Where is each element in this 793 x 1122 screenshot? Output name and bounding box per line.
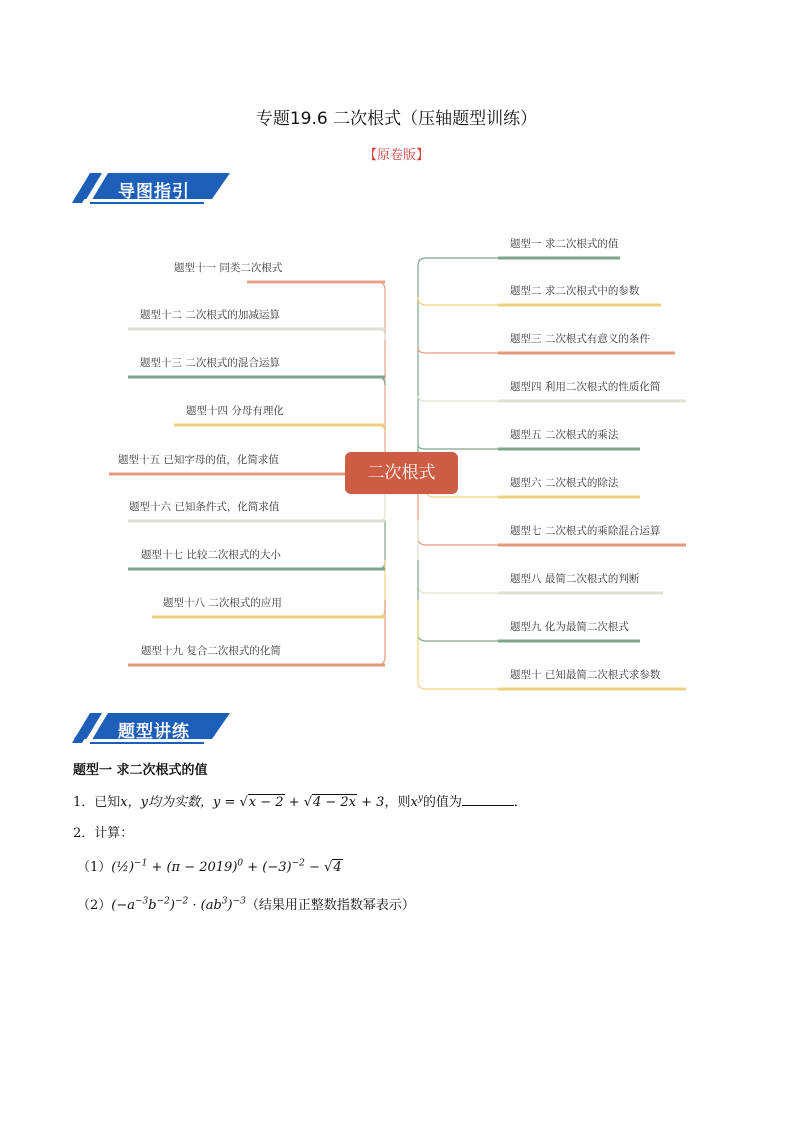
section-heading: 题型一 求二次根式的值: [73, 763, 208, 778]
mindmap-node-13: 题型十三 二次根式的混合运算: [140, 357, 280, 369]
mindmap-node-18: 题型十八 二次根式的应用: [163, 597, 282, 609]
question-2: 2．计算：: [73, 826, 134, 841]
question-1-vars: x，y均为实数，: [120, 795, 213, 810]
question-2-part-1-expression: (½)$^{-1}$ + $(\pi - 2019)^0 + (-3)^{-2} - √4$: [111, 858, 342, 875]
question-1-then: ，则: [384, 795, 411, 810]
mindmap-node-16: 题型十六 已知条件式，化简求值: [129, 501, 280, 513]
mindmap-node-17: 题型十七 比较二次根式的大小: [141, 549, 281, 561]
question-1: [73, 791, 527, 810]
mindmap-node-1: 题型一 求二次根式的值: [510, 238, 619, 250]
document-title: 专题19.6 二次根式（压轴题型训练）: [255, 109, 538, 129]
mindmap-node-9: 题型九 化为最简二次根式: [510, 621, 629, 633]
question-2-part-2-label: （2）: [77, 898, 112, 913]
mindmap-node-4: 题型四 利用二次根式的性质化简: [510, 381, 661, 393]
mindmap-node-12: 题型十二 二次根式的加减运算: [140, 309, 280, 321]
mindmap-node-19: 题型十九 复合二次根式的化简: [141, 645, 281, 657]
question-1-equation: y = √x − 2 + √4 − 2x + 3: [212, 795, 385, 810]
banner-guide-text: 导图指引: [118, 182, 190, 202]
mindmap-node-11: 题型十一 同类二次根式: [174, 262, 283, 274]
mindmap-node-15: 题型十五 已知字母的值，化简求值: [118, 454, 279, 466]
question-1-end: ．: [513, 795, 527, 810]
banner-practice-text: 题型讲练: [118, 722, 190, 742]
question-2-part-2-note: （结果用正整数指数幂表示）: [245, 898, 415, 913]
question-1-power: $x^y$: [410, 793, 423, 810]
mindmap-node-6: 题型六 二次根式的除法: [510, 477, 619, 489]
mindmap-node-14: 题型十四 分母有理化: [186, 405, 284, 417]
mindmap-node-7: 题型七 二次根式的乘除混合运算: [510, 525, 661, 537]
question-1-prefix: 1．已知: [73, 795, 121, 810]
mindmap-node-5: 题型五 二次根式的乘法: [510, 429, 619, 441]
banner-practice: [72, 713, 230, 745]
question-1-suffix: 的值为: [422, 795, 462, 810]
answer-blank[interactable]: [462, 793, 514, 806]
mindmap-center-node: 二次根式: [345, 452, 458, 494]
question-2-part-2: [77, 894, 415, 913]
mindmap-node-3: 题型三 二次根式有意义的条件: [510, 333, 650, 345]
mindmap-node-8: 题型八 最简二次根式的判断: [510, 573, 640, 585]
question-2-part-1-label: （1）: [77, 860, 112, 875]
question-2-part-2-expression: $(-a^{-3}b^{-2})^{-2} \cdot (ab^3)^{-3}$: [111, 896, 246, 913]
document-subtitle: 【原卷版】: [363, 148, 429, 163]
mindmap-node-10: 题型十 已知最简二次根式求参数: [510, 669, 661, 681]
mindmap-node-2: 题型二 求二次根式中的参数: [510, 285, 640, 297]
question-2-part-1: [77, 856, 343, 875]
